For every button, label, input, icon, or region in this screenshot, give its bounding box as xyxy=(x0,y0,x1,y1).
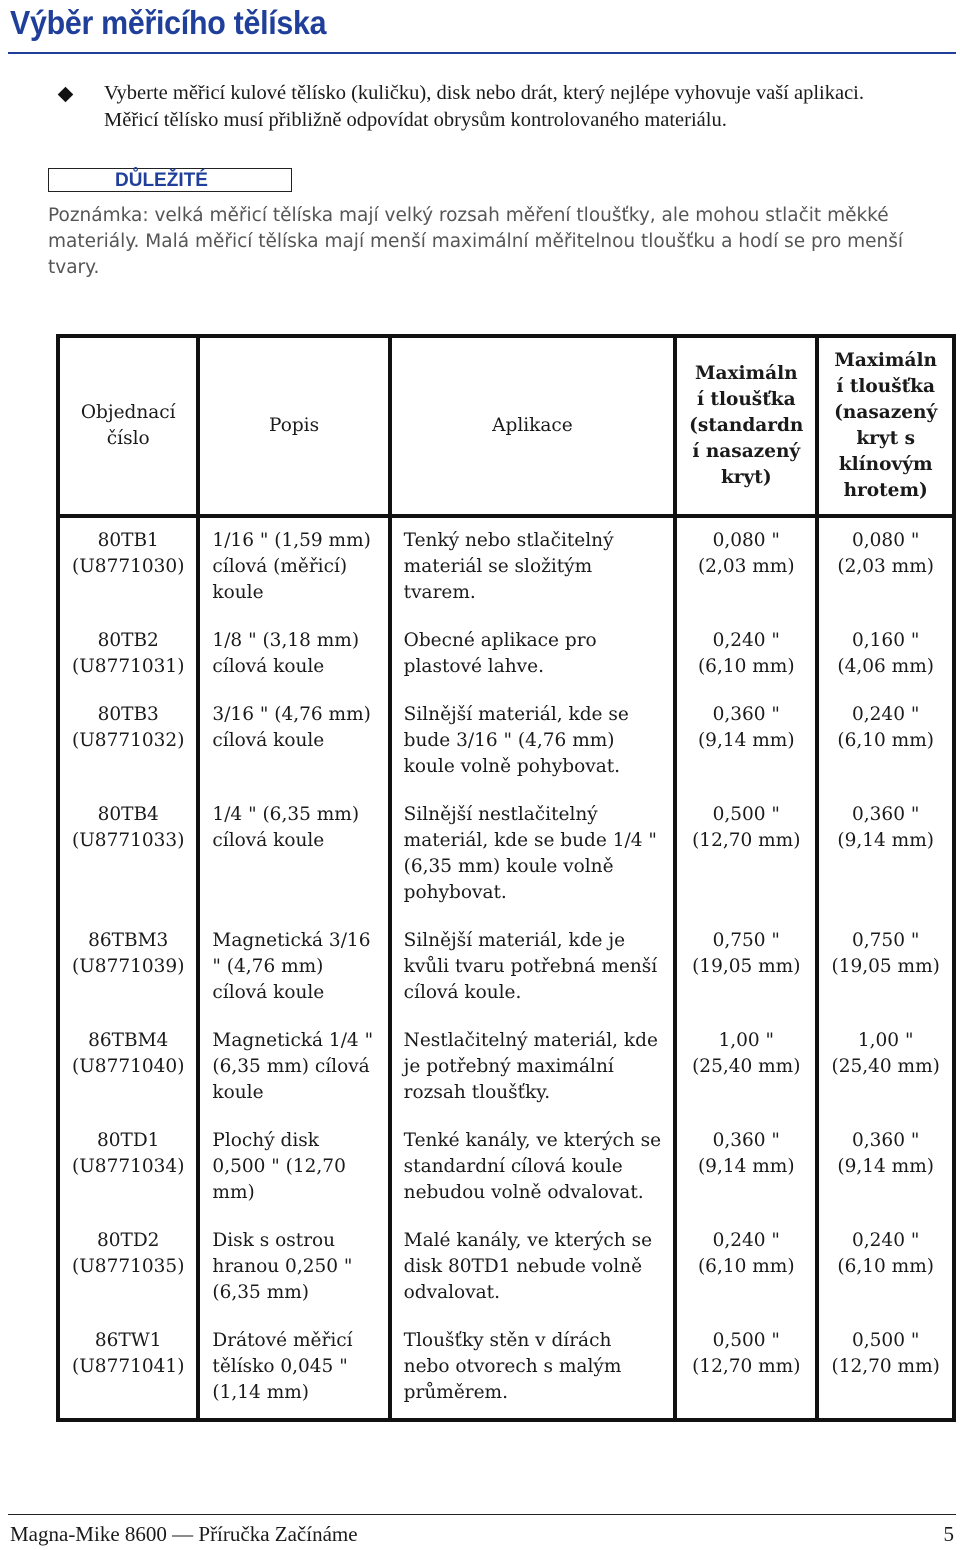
cell-max-chisel-chisel-in: 0,500 " xyxy=(852,1330,920,1351)
important-note: Poznámka: velká měřicí tělíska mají velký rozsah měření tloušťky, ale mohou stlačit měkké materiály. Malá měřicí tělíska mají menší maximální měřitelnou tloušťku a hodí se pro menší tvary. xyxy=(48,205,904,278)
cell-application-app: Silnější materiál, kde je kvůli tvaru potřebná menší cílová koule. xyxy=(403,930,658,1003)
cell-max-standard-std-in: 0,360 " xyxy=(712,1130,780,1151)
cell-max-standard-std-mm: (19,05 mm) xyxy=(692,956,801,977)
cell-max-chisel-chisel-mm: (4,06 mm) xyxy=(837,656,934,677)
cell-order-number-code: 80TD1 xyxy=(96,1130,160,1151)
cell-description xyxy=(198,1318,389,1420)
cell-max-chisel-chisel-mm: (9,14 mm) xyxy=(837,1156,934,1177)
cell-max-chisel xyxy=(817,1118,954,1218)
diamond-bullet-icon xyxy=(58,87,74,103)
cell-max-standard xyxy=(675,1318,817,1420)
cell-description-desc: Magnetická 3/16 " (4,76 mm) cílová koule xyxy=(212,930,371,1003)
cell-order-number-part: (U8771030) xyxy=(72,556,185,577)
cell-max-standard-std-mm: (12,70 mm) xyxy=(692,830,801,851)
cell-order-number-code: 86TBM4 xyxy=(88,1030,169,1051)
table-row xyxy=(58,618,954,692)
cell-application-app: Obecné aplikace pro plastové lahve. xyxy=(403,630,597,677)
cell-max-standard-std-in: 0,360 " xyxy=(712,704,780,725)
cell-order-number-part: (U8771031) xyxy=(72,656,185,677)
cell-order-number xyxy=(58,792,198,918)
bullet-text xyxy=(104,80,940,134)
header-application: Aplikace xyxy=(390,336,676,516)
table-row xyxy=(58,918,954,1018)
cell-description-desc: 1/16 " (1,59 mm) cílová (měřicí) koule xyxy=(212,530,371,603)
bullet-line-2: Měřicí tělísko musí přibližně odpovídat obrysům kontrolovaného materiálu. xyxy=(104,109,727,131)
cell-order-number-code: 86TBM3 xyxy=(88,930,169,951)
cell-max-chisel-chisel-in: 0,080 " xyxy=(852,530,920,551)
cell-application xyxy=(390,516,676,618)
cell-description-desc: Plochý disk 0,500 " (12,70 mm) xyxy=(212,1130,346,1203)
cell-max-standard xyxy=(675,1118,817,1218)
cell-max-chisel-chisel-mm: (19,05 mm) xyxy=(831,956,940,977)
important-label: DŮLEŽITÉ xyxy=(48,168,292,192)
cell-description-desc: 1/8 " (3,18 mm) cílová koule xyxy=(212,630,360,677)
cell-max-chisel xyxy=(817,918,954,1018)
cell-max-standard-std-mm: (12,70 mm) xyxy=(692,1356,801,1377)
cell-application xyxy=(390,1218,676,1318)
cell-order-number xyxy=(58,918,198,1018)
header-max-thickness-chisel: Maximáln í tloušťka (nasazený kryt s klínovým hrotem) xyxy=(817,336,954,516)
cell-application-app: Tloušťky stěn v dírách nebo otvorech s malým průměrem. xyxy=(403,1330,622,1403)
cell-application-app: Tenké kanály, ve kterých se standardní cílová koule nebudou volně odvalovat. xyxy=(403,1130,662,1203)
table-row xyxy=(58,692,954,792)
header-order-number: Objednací číslo xyxy=(58,336,198,516)
cell-order-number-part: (U8771035) xyxy=(72,1256,185,1277)
cell-max-standard-std-mm: (6,10 mm) xyxy=(697,1256,795,1277)
cell-description xyxy=(198,1118,389,1218)
cell-order-number-code: 80TB4 xyxy=(97,804,159,825)
cell-order-number xyxy=(58,1318,198,1420)
cell-description-desc: Disk s ostrou hranou 0,250 " (6,35 mm) xyxy=(212,1230,353,1303)
cell-order-number xyxy=(58,618,198,692)
bullet-line-1: Vyberte měřicí kulové tělísko (kuličku), disk nebo drát, který nejlépe vyhovuje vaší aplikaci. xyxy=(104,82,864,104)
cell-max-standard-std-in: 0,080 " xyxy=(712,530,780,551)
cell-max-chisel xyxy=(817,618,954,692)
cell-max-chisel xyxy=(817,792,954,918)
cell-max-standard xyxy=(675,792,817,918)
cell-order-number-code: 80TB3 xyxy=(97,704,159,725)
cell-application xyxy=(390,618,676,692)
header-max-thickness-standard: Maximáln í tloušťka (standardn í nasazený kryt) xyxy=(675,336,817,516)
cell-description-desc: Magnetická 1/4 " (6,35 mm) cílová koule xyxy=(212,1030,374,1103)
cell-max-standard-std-mm: (9,14 mm) xyxy=(697,1156,795,1177)
cell-description xyxy=(198,692,389,792)
cell-order-number xyxy=(58,1118,198,1218)
cell-order-number-part: (U8771041) xyxy=(72,1356,185,1377)
cell-max-chisel-chisel-mm: (25,40 mm) xyxy=(831,1056,940,1077)
table-row xyxy=(58,1318,954,1420)
cell-order-number xyxy=(58,692,198,792)
cell-max-chisel xyxy=(817,692,954,792)
cell-max-chisel xyxy=(817,1218,954,1318)
header-description: Popis xyxy=(198,336,389,516)
cell-max-standard-std-in: 0,240 " xyxy=(712,1230,780,1251)
cell-max-standard-std-mm: (9,14 mm) xyxy=(697,730,795,751)
cell-description xyxy=(198,618,389,692)
cell-max-chisel-chisel-mm: (6,10 mm) xyxy=(837,730,934,751)
cell-application-app: Nestlačitelný materiál, kde je potřebný maximální rozsah tloušťky. xyxy=(403,1030,658,1103)
cell-order-number-code: 80TD2 xyxy=(96,1230,160,1251)
cell-max-chisel-chisel-mm: (2,03 mm) xyxy=(837,556,934,577)
cell-max-standard xyxy=(675,516,817,618)
cell-order-number xyxy=(58,1218,198,1318)
cell-max-standard-std-mm: (25,40 mm) xyxy=(692,1056,801,1077)
cell-application xyxy=(390,692,676,792)
footer-title: Magna-Mike 8600 — Příručka Začínáme xyxy=(10,1522,358,1546)
cell-order-number-part: (U8771032) xyxy=(72,730,185,751)
cell-max-chisel-chisel-mm: (6,10 mm) xyxy=(837,1256,934,1277)
footer-rule xyxy=(8,1514,956,1515)
cell-application-app: Silnější nestlačitelný materiál, kde se bude 1/4 " (6,35 mm) koule volně pohybovat. xyxy=(403,804,657,903)
cell-max-chisel-chisel-in: 0,160 " xyxy=(852,630,920,651)
cell-max-chisel-chisel-in: 0,360 " xyxy=(852,804,920,825)
cell-max-standard-std-in: 0,750 " xyxy=(712,930,780,951)
cell-order-number-part: (U8771034) xyxy=(72,1156,185,1177)
cell-application xyxy=(390,1318,676,1420)
cell-application xyxy=(390,1118,676,1218)
cell-application xyxy=(390,792,676,918)
cell-max-standard xyxy=(675,918,817,1018)
cell-application-app: Silnější materiál, kde se bude 3/16 " (4,76 mm) koule volně pohybovat. xyxy=(403,704,629,777)
cell-max-chisel-chisel-mm: (9,14 mm) xyxy=(837,830,934,851)
cell-description-desc: 3/16 " (4,76 mm) cílová koule xyxy=(212,704,371,751)
title-rule xyxy=(8,52,956,54)
bullet-paragraph xyxy=(60,80,940,134)
cell-order-number xyxy=(58,516,198,618)
cell-max-chisel xyxy=(817,516,954,618)
cell-description-desc: Drátové měřicí tělísko 0,045 " (1,14 mm) xyxy=(212,1330,353,1403)
page-number: 5 xyxy=(943,1522,954,1546)
cell-max-standard-std-mm: (2,03 mm) xyxy=(697,556,795,577)
cell-max-chisel xyxy=(817,1318,954,1420)
cell-application-app: Malé kanály, ve kterých se disk 80TD1 nebude volně odvalovat. xyxy=(403,1230,653,1303)
cell-application xyxy=(390,918,676,1018)
cell-max-chisel-chisel-in: 1,00 " xyxy=(857,1030,914,1051)
cell-max-chisel-chisel-in: 0,240 " xyxy=(852,704,920,725)
cell-description xyxy=(198,918,389,1018)
cell-description xyxy=(198,1218,389,1318)
probe-selection-table xyxy=(56,334,956,1422)
table-row xyxy=(58,1218,954,1318)
cell-max-chisel-chisel-in: 0,240 " xyxy=(852,1230,920,1251)
table-row xyxy=(58,792,954,918)
cell-max-chisel-chisel-in: 0,360 " xyxy=(852,1130,920,1151)
cell-max-standard-std-in: 0,500 " xyxy=(712,1330,780,1351)
cell-order-number-part: (U8771033) xyxy=(72,830,185,851)
table-row xyxy=(58,1118,954,1218)
cell-max-standard xyxy=(675,1018,817,1118)
cell-order-number xyxy=(58,1018,198,1118)
page-title: Výběr měřicího tělíska xyxy=(10,4,327,41)
cell-max-standard-std-mm: (6,10 mm) xyxy=(697,656,795,677)
cell-max-standard-std-in: 0,500 " xyxy=(712,804,780,825)
table-row xyxy=(58,1018,954,1118)
cell-order-number-code: 80TB1 xyxy=(97,530,159,551)
cell-description-desc: 1/4 " (6,35 mm) cílová koule xyxy=(212,804,360,851)
cell-description xyxy=(198,792,389,918)
table-header-row xyxy=(58,336,954,516)
cell-max-standard-std-in: 1,00 " xyxy=(718,1030,775,1051)
cell-max-chisel xyxy=(817,1018,954,1118)
cell-order-number-code: 80TB2 xyxy=(97,630,159,651)
cell-description xyxy=(198,1018,389,1118)
cell-max-chisel-chisel-in: 0,750 " xyxy=(852,930,920,951)
cell-description xyxy=(198,516,389,618)
cell-max-standard-std-in: 0,240 " xyxy=(712,630,780,651)
cell-order-number-code: 86TW1 xyxy=(94,1330,162,1351)
cell-max-chisel-chisel-mm: (12,70 mm) xyxy=(831,1356,940,1377)
cell-application xyxy=(390,1018,676,1118)
cell-order-number-part: (U8771039) xyxy=(72,956,185,977)
cell-max-standard xyxy=(675,1218,817,1318)
cell-application-app: Tenký nebo stlačitelný materiál se složitým tvarem. xyxy=(403,530,614,603)
table-row xyxy=(58,516,954,618)
cell-max-standard xyxy=(675,618,817,692)
cell-order-number-part: (U8771040) xyxy=(72,1056,185,1077)
cell-max-standard xyxy=(675,692,817,792)
